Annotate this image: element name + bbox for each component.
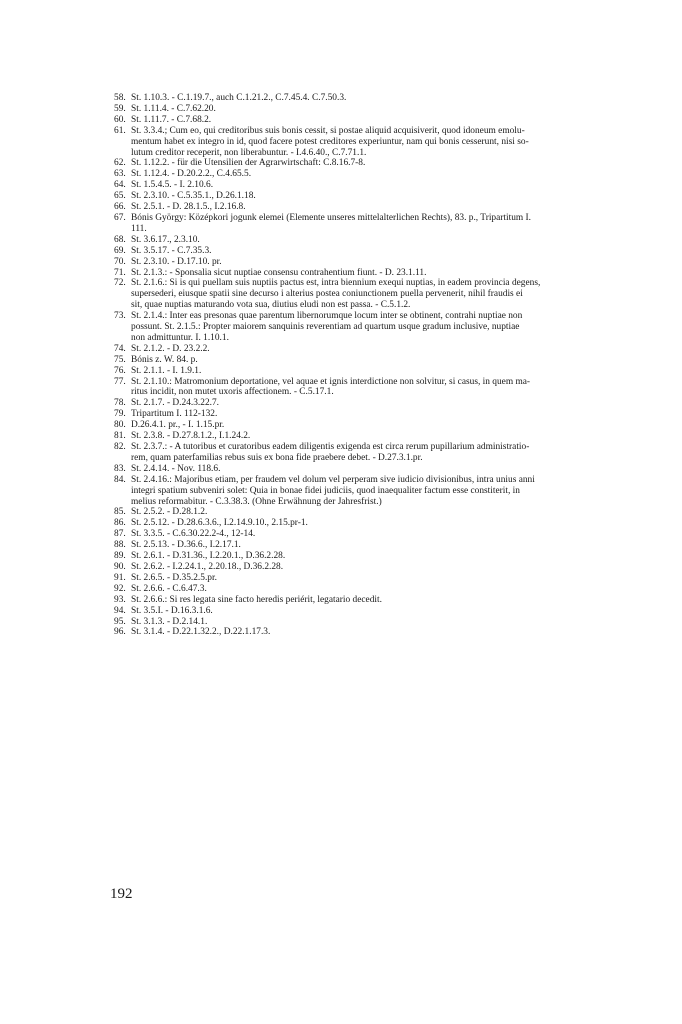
endnote-text: St. 2.1.4.: Inter eas presonas quae parentum libernorumque locum inter se obtinent, contrahi nuptiae non (131, 311, 523, 322)
endnote-item (114, 595, 656, 606)
endnote-text: St. 2.1.2. - D. 23.2.2. (131, 343, 210, 354)
endnote-number: 93. (114, 594, 126, 605)
endnote-number: 77. (114, 376, 126, 387)
endnote-continuation: non admittuntur. I. 1.10.1. (131, 332, 229, 343)
endnote-text: St. 3.5.I. - D.16.3.1.6. (131, 605, 213, 616)
endnote-item (114, 355, 656, 366)
endnote-text: St. 3.3.4.; Cum eo, qui creditoribus suis bonis cessit, si postae aliquid acquisiverit, quod idoneum emolu- (131, 125, 525, 136)
endnote-item (114, 540, 656, 551)
endnote-item (114, 606, 656, 617)
endnote-text: St. 2.1.7. - D.24.3.22.7. (131, 398, 220, 409)
endnote-text: St. 2.5.13. - D.36.6., I.2.17.1. (131, 540, 241, 551)
endnote-number: 76. (114, 365, 126, 376)
endnote-text: Bónis z. W. 84. p. (131, 354, 198, 365)
endnote-item (114, 442, 656, 464)
endnote-number: 69. (114, 245, 126, 256)
endnote-item (114, 627, 656, 638)
endnote-text: St. 2.5.1. - D. 28.1.5., I.2.16.8. (131, 202, 246, 213)
endnote-item (114, 180, 656, 191)
endnote-item (114, 529, 656, 540)
endnote-text: St. 2.4.14. - Nov. 118.6. (131, 463, 221, 474)
endnote-item (114, 202, 656, 213)
endnote-number: 74. (114, 343, 126, 354)
endnote-text: St. 2.3.10. - C.5.35.1., D.26.1.18. (131, 191, 256, 202)
endnote-text: St. 2.1.1. - I. 1.9.1. (131, 365, 202, 376)
endnote-continuation: melius reformabitur. - C.3.38.3. (Ohne Erwähnung der Jahresfrist.) (131, 496, 382, 507)
endnote-item (114, 93, 656, 104)
endnote-item (114, 158, 656, 169)
endnote-item (114, 431, 656, 442)
endnotes-list (114, 93, 656, 638)
endnote-item (114, 257, 656, 268)
endnote-item (114, 246, 656, 257)
endnote-number: 78. (114, 398, 126, 409)
endnote-text: St. 2.6.1. - D.31.36., I.2.20.1., D.36.2.28. (131, 551, 286, 562)
endnote-continuation: lutum creditor receperit, non liberabuntur. - I.4.6.40., C.7.71.1. (131, 147, 367, 158)
endnote-number: 63. (114, 169, 126, 180)
endnote-item (114, 268, 656, 279)
endnote-number: 95. (114, 616, 126, 627)
endnote-number: 86. (114, 518, 126, 529)
endnote-number: 61. (114, 125, 126, 136)
endnote-item (114, 366, 656, 377)
endnote-item (114, 584, 656, 595)
endnote-text: St. 3.1.4. - D.22.1.32.2., D.22.1.17.3. (131, 627, 271, 638)
endnote-continuation: ritus incidit, non mutet uxoris affectionem. - C.5.17.1. (131, 387, 334, 398)
endnote-number: 82. (114, 442, 126, 452)
endnote-text: St. 1.11.4. - C.7.62.20. (131, 103, 216, 114)
endnote-continuation: integri spatium subveniri solet: Quia in bonae fidei judiciis, quod inaequaliter factum esse constiterit, in (131, 485, 520, 496)
endnote-number: 79. (114, 409, 126, 420)
endnote-text: St. 3.3.5. - C.6.30.22.2-4., 12-14. (131, 529, 256, 540)
endnote-text: St. 2.1.3.: - Sponsalia sicut nuptiae consensu contrahentium fiunt. - D. 23.1.11. (131, 267, 427, 278)
endnote-continuation: rem, quam paterfamilias rebus suis ex bona fide praebere debet. - D.27.3.1.pr. (131, 452, 423, 463)
endnote-item (114, 344, 656, 355)
endnote-item (114, 235, 656, 246)
endnote-number: 88. (114, 540, 126, 551)
endnote-number: 58. (114, 93, 126, 103)
endnote-number: 67. (114, 212, 126, 223)
endnote-text: St. 1.12.4. - D.20.2.2., C.4.65.5. (131, 169, 252, 180)
endnote-item (114, 398, 656, 409)
endnote-number: 96. (114, 627, 126, 638)
endnote-text: St. 1.5.4.5. - I. 2.10.6. (131, 180, 214, 191)
endnote-continuation: mentum habet ex integro in id, quod facere potest creditores experiuntur, nam qui bonis cesserunt, nisi so- (131, 136, 529, 147)
endnote-continuation: possunt. St. 2.1.5.: Propter maiorem sanquinis reverentiam ad quartum usque gradum inclusive, nuptiae (131, 322, 520, 333)
endnote-item (114, 573, 656, 584)
endnote-text: St. 2.1.10.: Matromonium deportatione, vel aquae et ignis interdictione non solvitur, si casus, in quem ma- (131, 376, 531, 387)
endnote-item (114, 551, 656, 562)
endnote-number: 83. (114, 463, 126, 474)
endnote-number: 59. (114, 103, 126, 114)
endnote-item (114, 213, 656, 235)
endnote-text: Bónis György: Középkori jogunk elemei (Elemente unseres mittelalterlichen Rechts), 83. p., Tripartitum I. (131, 212, 532, 223)
endnote-number: 65. (114, 191, 126, 202)
endnote-number: 66. (114, 202, 126, 213)
endnote-text: St. 1.11.7. - C.7.68.2. (131, 114, 212, 125)
endnote-item (114, 115, 656, 126)
endnote-text: St. 2.6.2. - I.2.24.1., 2.20.18., D.36.2.28. (131, 561, 284, 572)
endnote-number: 89. (114, 551, 126, 562)
endnote-number: 64. (114, 180, 126, 191)
endnote-number: 70. (114, 256, 126, 267)
endnote-item (114, 562, 656, 573)
endnote-continuation: sit, quae nuptias maturando vota sua, diutius eludi non est passa. - C.5.1.2. (131, 300, 411, 311)
endnote-item (114, 126, 656, 159)
endnote-text: St. 3.5.17. - C.7.35.3. (131, 245, 212, 256)
page-number: 192 (110, 886, 133, 902)
endnote-item (114, 278, 656, 311)
endnote-text: St. 3.6.17., 2.3.10. (131, 234, 200, 245)
endnote-number: 60. (114, 114, 126, 125)
endnote-text: St. 2.6.5. - D.35.2.5.pr. (131, 572, 217, 583)
endnote-text: St. 1.10.3. - C.1.19.7., auch C.1.21.2., C.7.45.4. C.7.50.3. (131, 93, 347, 103)
endnote-number: 62. (114, 158, 126, 169)
endnote-number: 90. (114, 561, 126, 572)
endnote-item (114, 464, 656, 475)
endnote-number: 94. (114, 605, 126, 616)
endnote-item (114, 409, 656, 420)
endnote-number: 73. (114, 311, 126, 322)
endnote-text: D.26.4.1. pr., - I. 1.15.pr. (131, 420, 225, 431)
endnote-text: St. 2.3.7.: - A tutoribus et curatoribus eadem diligentis exigenda est circa rerum pupillarium administratio- (131, 442, 530, 452)
endnote-item (114, 169, 656, 180)
endnote-number: 91. (114, 572, 126, 583)
endnote-text: St. 2.6.6. - C.6.47.3. (131, 583, 207, 594)
endnote-continuation: supersederi, eiusque spatii sine decurso i alterius postea coniunctionem puella pervenerit, nihil fraudis ei (131, 289, 523, 300)
endnote-text: St. 3.1.3. - D.2.14.1. (131, 616, 208, 627)
endnote-item (114, 420, 656, 431)
endnote-number: 92. (114, 583, 126, 594)
endnote-item (114, 311, 656, 344)
endnote-number: 68. (114, 234, 126, 245)
endnote-item (114, 518, 656, 529)
endnote-text: St. 2.5.12. - D.28.6.3.6., I.2.14.9.10., 2.15.pr-1. (131, 518, 308, 529)
endnote-text: St. 1.12.2. - für die Utensilien der Agrarwirtschaft: C.8.16.7-8. (131, 158, 366, 169)
endnote-text: St. 2.1.6.: Si is qui puellam suis nuptiis pactus est, intra biennium exequi nuptias, in eadem provincia degens, (131, 278, 541, 289)
endnote-number: 81. (114, 431, 126, 442)
endnote-number: 72. (114, 278, 126, 289)
endnote-item (114, 507, 656, 518)
endnote-number: 80. (114, 420, 126, 431)
endnote-number: 75. (114, 354, 126, 365)
endnote-number: 84. (114, 474, 126, 485)
endnote-number: 71. (114, 267, 126, 278)
endnote-text: Tripartitum I. 112-132. (131, 409, 218, 420)
endnote-text: St. 2.6.6.: Si res legata sine facto heredis periérit, legatario decedit. (131, 594, 382, 605)
endnote-text: St. 2.5.2. - D.28.1.2. (131, 507, 208, 518)
endnote-item (114, 104, 656, 115)
endnote-text: St. 2.4.16.: Majoribus etiam, per fraudem vel dolum vel perperam sive iudicio divisionibus, intra unius anni (131, 474, 535, 485)
endnote-item (114, 377, 656, 399)
endnote-number: 87. (114, 529, 126, 540)
endnote-continuation: 111. (131, 223, 147, 234)
endnote-text: St. 2.3.10. - D.17.10. pr. (131, 256, 222, 267)
endnote-text: St. 2.3.8. - D.27.8.1.2., I.1.24.2. (131, 431, 251, 442)
endnote-item (114, 475, 656, 508)
endnote-item (114, 191, 656, 202)
endnote-item (114, 617, 656, 628)
endnote-number: 85. (114, 507, 126, 518)
